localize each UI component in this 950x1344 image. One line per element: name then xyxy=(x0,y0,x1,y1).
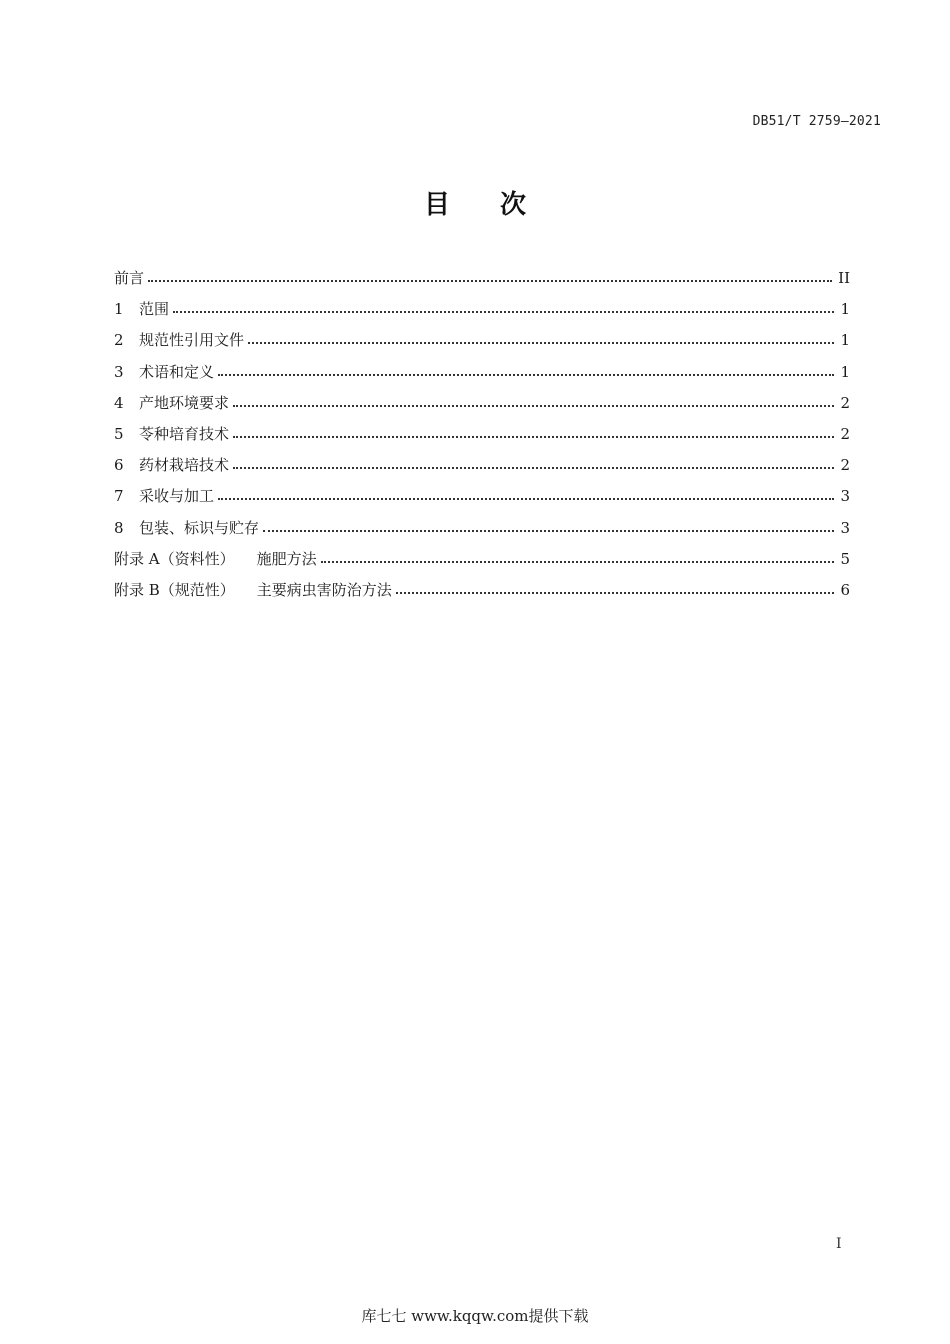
document-code: DB51/T 2759—2021 xyxy=(752,114,881,129)
toc-entry-appendix-b[interactable] xyxy=(114,578,850,609)
dot-leader xyxy=(148,271,832,283)
toc-entry-8[interactable] xyxy=(114,516,850,547)
toc-entry-label: 药材栽培技术 xyxy=(139,456,230,475)
toc-entry-page: 1 xyxy=(840,300,850,319)
toc-entry-page: II xyxy=(838,269,850,287)
toc-entry-page: 6 xyxy=(840,580,850,599)
toc-entry-page: 2 xyxy=(840,393,850,412)
dot-leader xyxy=(233,427,834,439)
toc-entry-number: 1 xyxy=(114,300,124,319)
toc-entry-number: 2 xyxy=(114,331,124,350)
toc-entry-page: 3 xyxy=(840,518,850,537)
toc-entry-number: 3 xyxy=(114,362,124,381)
toc-entry-label: 规范性引用文件 xyxy=(139,331,245,350)
toc-entry-label: 苓种培育技术 xyxy=(139,424,230,443)
toc-entry-page: 2 xyxy=(840,456,850,475)
toc-entry-label: 采收与加工 xyxy=(139,487,215,506)
toc-entry-3[interactable] xyxy=(114,360,850,391)
toc-entry-label: 范围 xyxy=(139,300,170,319)
toc-entry-page: 1 xyxy=(840,362,850,381)
toc-entry-number: 7 xyxy=(114,487,124,506)
toc-entry-7[interactable] xyxy=(114,484,850,515)
toc-entry-page: 3 xyxy=(840,487,850,506)
toc-entry-label: 包装、标识与贮存 xyxy=(139,518,260,537)
toc-entry-number: 8 xyxy=(114,518,124,537)
dot-leader xyxy=(248,333,834,345)
dot-leader xyxy=(263,521,834,533)
dot-leader xyxy=(321,552,834,564)
toc-entry-number: 5 xyxy=(114,424,124,443)
toc-entry-page: 2 xyxy=(840,424,850,443)
toc-entry-label: 附录 B（规范性） xyxy=(114,580,235,599)
page-number: I xyxy=(836,1236,842,1252)
toc-entry-page: 1 xyxy=(840,331,850,350)
dot-leader xyxy=(233,396,834,408)
toc-entry-6[interactable] xyxy=(114,453,850,484)
dot-leader xyxy=(218,489,834,501)
toc-entry-appendix-a[interactable] xyxy=(114,547,850,578)
toc-entry-title: 施肥方法 xyxy=(256,549,317,568)
toc-entry-label: 前言 xyxy=(114,269,145,287)
toc-entry-label: 术语和定义 xyxy=(139,362,215,381)
toc-entry-5[interactable] xyxy=(114,422,850,453)
toc-entry-foreword[interactable] xyxy=(114,266,850,297)
dot-leader xyxy=(173,302,834,314)
table-of-contents xyxy=(114,266,850,609)
toc-entry-label: 附录 A（资料性） xyxy=(114,549,235,568)
toc-entry-page: 5 xyxy=(840,549,850,568)
toc-entry-title: 主要病虫害防治方法 xyxy=(256,580,392,599)
toc-entry-label: 产地环境要求 xyxy=(139,393,230,412)
toc-entry-number: 4 xyxy=(114,393,124,412)
download-footer: 库七七 www.kqqw.com提供下载 xyxy=(361,1307,589,1325)
dot-leader xyxy=(218,365,834,377)
page-title: 目次 xyxy=(423,190,576,220)
dot-leader xyxy=(396,583,834,595)
dot-leader xyxy=(233,458,834,470)
toc-entry-4[interactable] xyxy=(114,391,850,422)
toc-entry-2[interactable] xyxy=(114,328,850,359)
toc-entry-number: 6 xyxy=(114,456,124,475)
toc-entry-1[interactable] xyxy=(114,297,850,328)
